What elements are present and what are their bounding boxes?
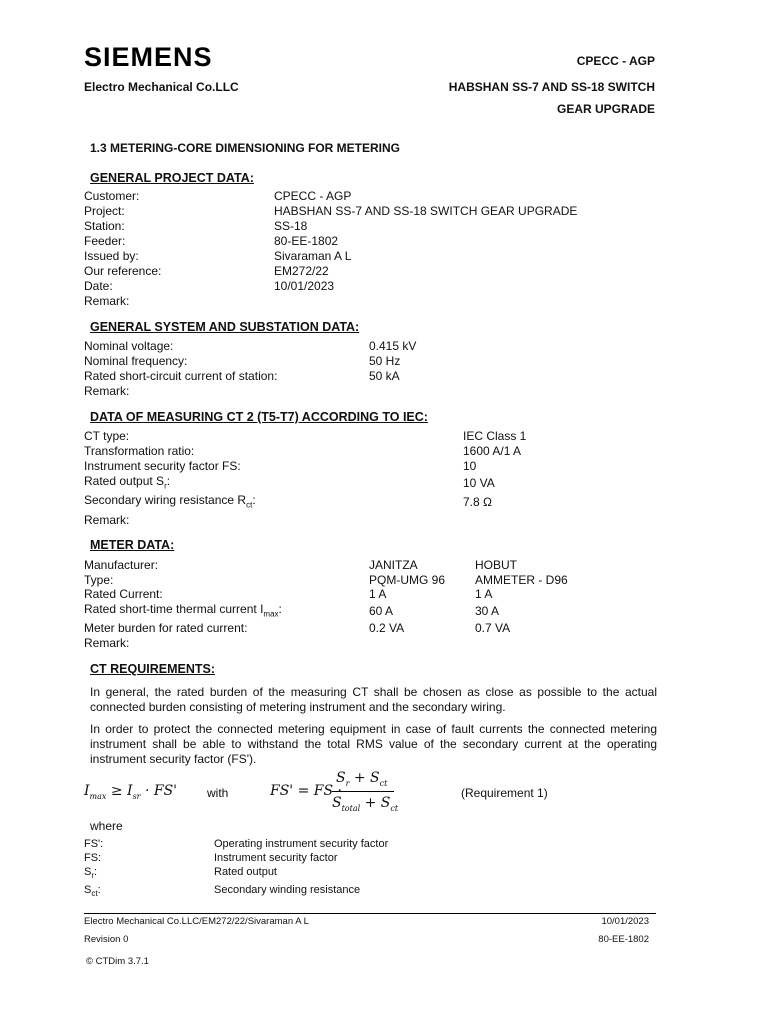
system-data-heading: GENERAL SYSTEM AND SUBSTATION DATA: [90, 320, 360, 334]
meter2-value: 0.7 VA [475, 621, 511, 635]
symbol-text: S [84, 884, 92, 896]
legend-desc: Operating instrument security factor [214, 838, 389, 850]
row-label: Rated short-circuit current of station: [84, 369, 278, 383]
row-label: Remark: [84, 636, 130, 650]
row-value: HABSHAN SS-7 AND SS-18 SWITCH GEAR UPGRADE [274, 204, 578, 218]
legend-symbol: FS': [84, 838, 104, 850]
footer-date: 10/01/2023 [601, 916, 649, 927]
symbol-subscript: ct [91, 889, 98, 899]
footer-feeder: 80-EE-1802 [598, 934, 649, 945]
requirements-paragraph-2: In order to protect the connected metering equipment in case of fault currents the connected metering instrument shall be able to withstand the total RMS value of the secondary current at the operating instrument security factor (FS'). [90, 722, 657, 766]
label-subscript: max [263, 609, 279, 619]
footer-software: © CTDim 3.7.1 [86, 956, 149, 967]
ct-data-heading: DATA OF MEASURING CT 2 (T5-T7) ACCORDING TO IEC: [90, 410, 428, 424]
legend-desc: Instrument security factor [214, 852, 338, 864]
row-label: CT type: [84, 429, 130, 443]
legend-symbol [84, 865, 97, 883]
requirement-1-label: (Requirement 1) [461, 786, 548, 800]
symbol-colon: : [97, 884, 101, 896]
row-label: Remark: [84, 384, 130, 398]
row-value: SS-18 [274, 219, 308, 233]
project-data-heading: GENERAL PROJECT DATA: [90, 171, 254, 185]
requirements-paragraph-1: In general, the rated burden of the measuring CT shall be chosen as close as possible to the actual connected burden consisting of metering instrument and the secondary wiring. [90, 685, 657, 714]
row-value: CPECC - AGP [274, 189, 352, 203]
label-text: Secondary wiring resistance R [84, 493, 247, 507]
row-label: Date: [84, 279, 113, 293]
formula-numerator: $S_r + S_{ct}$ [336, 770, 388, 788]
row-label: Nominal voltage: [84, 339, 174, 353]
meter1-value: 1 A [369, 587, 387, 601]
row-label: Type: [84, 573, 114, 587]
row-label: Transformation ratio: [84, 444, 195, 458]
row-label [84, 474, 170, 493]
meter2-value: 1 A [475, 587, 493, 601]
label-colon: : [278, 602, 282, 616]
label-colon: : [166, 474, 171, 488]
row-value: IEC Class 1 [463, 429, 527, 443]
footer-document-ref: Electro Mechanical Co.LLC/EM272/22/Sivaraman A L [84, 916, 309, 927]
row-value: 10/01/2023 [274, 279, 335, 293]
row-label [84, 602, 282, 621]
row-value: 7.8 Ω [463, 495, 492, 509]
row-label: Remark: [84, 294, 130, 308]
meter2-value: 30 A [475, 604, 500, 618]
symbol-colon: : [94, 866, 98, 878]
footer-rule [84, 913, 656, 914]
row-value: 80-EE-1802 [274, 234, 339, 248]
project-title-line1: HABSHAN SS-7 AND SS-18 SWITCH [448, 80, 655, 94]
legend-desc: Secondary winding resistance [214, 884, 361, 896]
row-value: EM272/22 [274, 264, 329, 278]
meter2-value: AMMETER - D96 [475, 573, 568, 587]
row-value: 1600 A/1 A [463, 444, 522, 458]
row-value: 10 [463, 459, 477, 473]
meter-data-heading: METER DATA: [90, 538, 175, 552]
row-label: Station: [84, 219, 125, 233]
client-name: CPECC - AGP [576, 54, 655, 68]
row-label: Our reference: [84, 264, 162, 278]
meter1-value: 60 A [369, 604, 394, 618]
row-label: Feeder: [84, 234, 126, 248]
row-label: Customer: [84, 189, 140, 203]
label-text: Rated short-time thermal current I [84, 602, 264, 616]
formula-inequality: $I_{max} \ge I_{sr} \cdot FS'$ [84, 783, 178, 801]
row-label: Nominal frequency: [84, 354, 188, 368]
row-value: Sivaraman A L [274, 249, 352, 263]
where-label: where [90, 819, 123, 833]
label-subscript: r [164, 481, 167, 491]
row-label: Manufacturer: [84, 558, 159, 572]
meter1-value: 0.2 VA [369, 621, 405, 635]
formula-with: with [207, 786, 229, 800]
symbol-subscript: r [91, 871, 95, 881]
label-text: Rated output S [84, 474, 165, 488]
meter1-value: PQM-UMG 96 [369, 573, 446, 587]
row-label [84, 493, 256, 512]
siemens-logo: SIEMENS [84, 42, 213, 72]
legend-symbol: FS: [84, 852, 102, 864]
company-name: Electro Mechanical Co.LLC [84, 80, 239, 94]
formula-fs-lhs: FS' = FS · [270, 783, 342, 799]
row-label: Instrument security factor FS: [84, 459, 241, 473]
symbol-text: S [84, 866, 92, 878]
label-colon: : [252, 493, 256, 507]
row-label: Issued by: [84, 249, 139, 263]
meter1-value: JANITZA [369, 558, 418, 572]
row-value: 50 Hz [369, 354, 401, 368]
requirements-heading: CT REQUIREMENTS: [90, 662, 215, 676]
row-value: 50 kA [369, 369, 400, 383]
formula-fraction-bar [332, 791, 394, 792]
project-title-line2: GEAR UPGRADE [556, 102, 655, 116]
label-subscript: ct [246, 500, 253, 510]
legend-desc: Rated output [214, 866, 277, 878]
row-label: Rated Current: [84, 587, 163, 601]
row-label: Project: [84, 204, 125, 218]
section-title: 1.3 METERING-CORE DIMENSIONING FOR METERING [90, 141, 401, 155]
footer-revision: Revision 0 [84, 934, 129, 945]
formula-denominator: $S_{total} + S_{ct}$ [332, 795, 399, 813]
legend-symbol [84, 883, 101, 901]
row-label: Remark: [84, 513, 130, 527]
row-value: 0.415 kV [369, 339, 417, 353]
meter2-value: HOBUT [475, 558, 517, 572]
row-label: Meter burden for rated current: [84, 621, 248, 635]
row-value: 10 VA [463, 476, 495, 490]
